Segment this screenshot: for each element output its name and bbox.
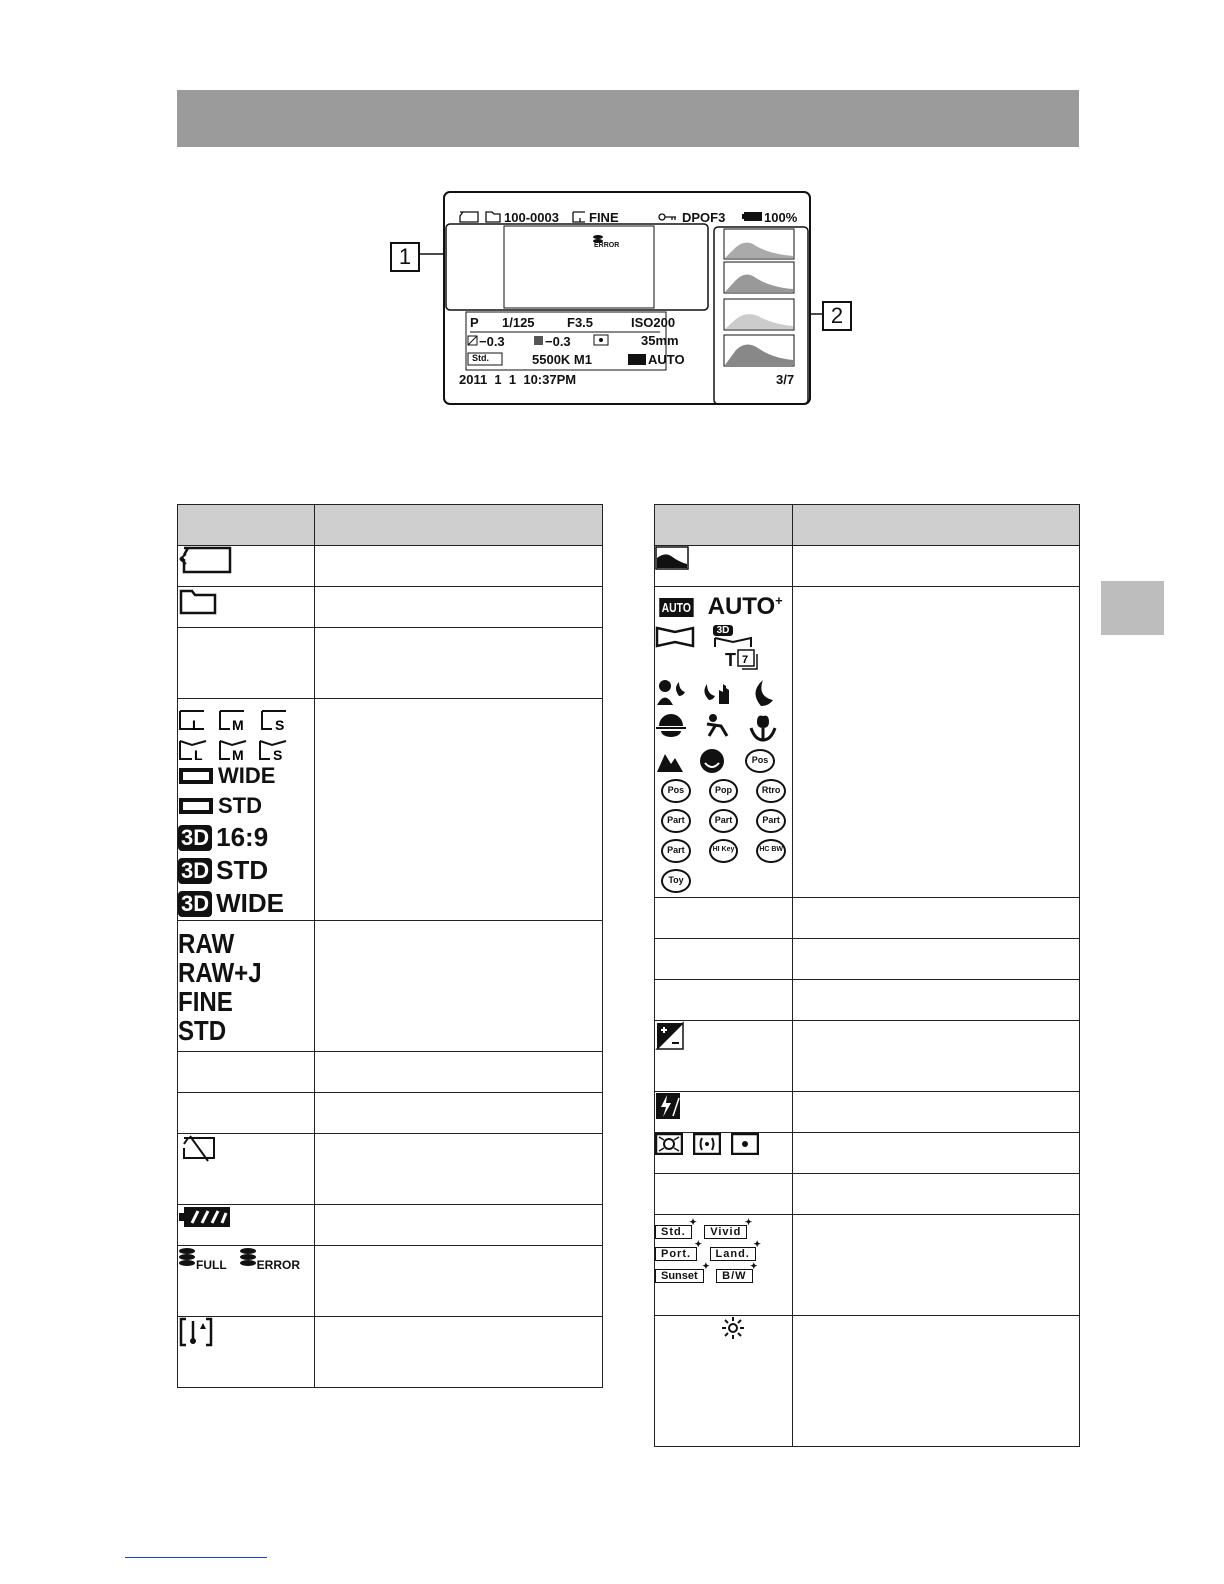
seal-hi-key: HI Key (709, 839, 739, 863)
flash-value: −0.3 (545, 334, 571, 349)
quality-raw-j: RAW+J (178, 957, 262, 988)
tele-zoom-row: T 7 (725, 648, 792, 672)
size-m-icon (218, 709, 250, 731)
display-diagram (390, 190, 860, 408)
style-bw: B/W ✦ (716, 1269, 752, 1283)
svg-text:S: S (275, 717, 285, 731)
sunset-icon (655, 712, 687, 740)
page-link-underline (125, 1557, 267, 1558)
callout-2: 2 (822, 301, 852, 331)
exposure-comp-icon (468, 336, 477, 345)
style-std: Std. ✦ (655, 1225, 692, 1239)
database-icon (178, 1246, 196, 1272)
style-land: Land. ✦ (710, 1247, 756, 1261)
style-vivid: Vivid ✦ (704, 1225, 747, 1239)
database-error: ERROR (239, 1246, 300, 1272)
svg-text:M: M (232, 717, 244, 731)
iso: ISO200 (631, 315, 676, 330)
scene-row-5 (655, 806, 792, 836)
flash-comp-icon (534, 336, 543, 345)
multi-segment-metering-icon (655, 1133, 683, 1155)
seal-pop: Pop (709, 779, 739, 803)
night-portrait-icon (655, 678, 687, 706)
exposure-value: −0.3 (479, 334, 505, 349)
style-label: Std. (472, 353, 489, 363)
memory-card-icon (460, 212, 478, 222)
histogram-red (724, 262, 794, 293)
size-3d-wide: 3D WIDE (178, 887, 314, 920)
tele-zoom-icon (736, 648, 758, 672)
mode-p: P (470, 315, 479, 330)
smile-icon (697, 747, 727, 775)
scene-row-2 (655, 712, 792, 742)
svg-text:M: M (232, 747, 244, 761)
dpof-key-icon (659, 214, 676, 220)
section-header-bar (177, 90, 1079, 147)
error-icon-label: ERROR (594, 242, 620, 249)
callout-1: 1 (390, 242, 420, 272)
image-size-row-2 (178, 731, 314, 761)
metering-icon (594, 335, 608, 345)
chapter-side-tab (1101, 581, 1164, 635)
seal-pos-1: Pos (745, 749, 775, 773)
memory-card-icon (178, 546, 232, 574)
seal-rtro: Rtro (756, 779, 786, 803)
exposure-comp-icon (655, 1021, 685, 1051)
3d-sweep: 3D (713, 625, 753, 648)
histogram-blue (724, 335, 794, 366)
svg-text:L: L (192, 717, 201, 731)
scene-row-4 (655, 776, 792, 806)
folder-icon (178, 587, 218, 615)
right-icon-table (654, 504, 1080, 1447)
scene-row-6 (655, 836, 792, 866)
size-m-wide-icon (218, 739, 250, 761)
style-sunset: Sunset ✦ (655, 1269, 704, 1283)
landscape-icon (655, 748, 685, 774)
image-size-row-1 (178, 703, 314, 731)
file-number: 100-0003 (504, 210, 559, 225)
seal-hc-bw: HC BW (756, 839, 786, 863)
sun-icon (721, 1316, 745, 1340)
auto-icon: AUTO (659, 598, 693, 617)
quality-label: FINE (589, 210, 619, 225)
size-s-wide-icon (258, 739, 290, 761)
sports-icon (701, 712, 733, 740)
seal-part-b: Part (756, 809, 786, 833)
scene-row-3 (655, 746, 792, 776)
svg-text:S: S (273, 747, 283, 761)
left-icon-table (177, 504, 603, 1388)
focal-length: 35mm (641, 333, 679, 348)
battery-icon (178, 1205, 232, 1229)
aperture: F3.5 (567, 315, 594, 330)
night-view-icon (747, 678, 775, 708)
size-s-icon (260, 709, 290, 731)
size-l-icon (178, 709, 208, 731)
dro-value: AUTO (648, 352, 685, 367)
auto-plus-label: AUTO+ (707, 593, 783, 620)
date-time: 2011 1 1 10:37PM (459, 372, 577, 387)
style-port: Port. ✦ (655, 1247, 697, 1261)
seal-toy: Toy (661, 869, 691, 893)
seal-part-g: Part (709, 809, 739, 833)
dro-icon (628, 354, 646, 365)
quality-fine: FINE (178, 986, 233, 1017)
quality-raw: RAW (178, 928, 235, 959)
battery-icon (742, 212, 762, 221)
panorama-row (655, 625, 792, 648)
size-l-icon (573, 212, 585, 222)
database-full: FULL (178, 1246, 227, 1272)
histogram-icon (655, 546, 689, 570)
size-3d-169: 3D 16:9 (178, 821, 314, 854)
scene-row-7 (655, 866, 792, 896)
spot-metering-icon (731, 1133, 759, 1155)
seal-part-r: Part (661, 809, 691, 833)
size-3d-std: 3D STD (178, 854, 314, 887)
svg-text:L: L (194, 747, 203, 761)
histogram-luminance (724, 229, 794, 259)
white-balance: 5500K M1 (532, 352, 592, 367)
panorama-std: STD (178, 791, 314, 821)
seal-pos-2: Pos (661, 779, 691, 803)
3d-sweep-icon (713, 636, 753, 648)
database-icons (178, 1246, 314, 1272)
panorama-wide: WIDE (178, 761, 314, 791)
handheld-twilight-icon (701, 678, 733, 706)
database-icon (239, 1246, 257, 1272)
dpof-label: DPOF3 (682, 210, 726, 225)
metering-icons (655, 1133, 792, 1155)
scene-row-1 (655, 678, 792, 708)
image-count: 3/7 (776, 372, 795, 387)
center-weighted-metering-icon (693, 1133, 721, 1155)
size-l-wide-icon (178, 739, 210, 761)
flash-comp-icon (655, 1092, 681, 1120)
panorama-icon (178, 767, 214, 785)
quality-std: STD (178, 1015, 227, 1046)
histogram-green (724, 299, 794, 330)
sweep-panorama-icon (655, 626, 695, 648)
folder-icon (486, 212, 500, 222)
auto-row (655, 593, 792, 621)
battery-label: 100% (764, 210, 798, 225)
seal-part-y: Part (661, 839, 691, 863)
svg-text:7: 7 (742, 654, 749, 666)
panorama-icon (178, 797, 214, 815)
no-card-icon (178, 1134, 218, 1162)
shutter-speed: 1/125 (502, 315, 535, 330)
macro-icon (747, 712, 779, 742)
temperature-warning-icon (178, 1317, 214, 1347)
